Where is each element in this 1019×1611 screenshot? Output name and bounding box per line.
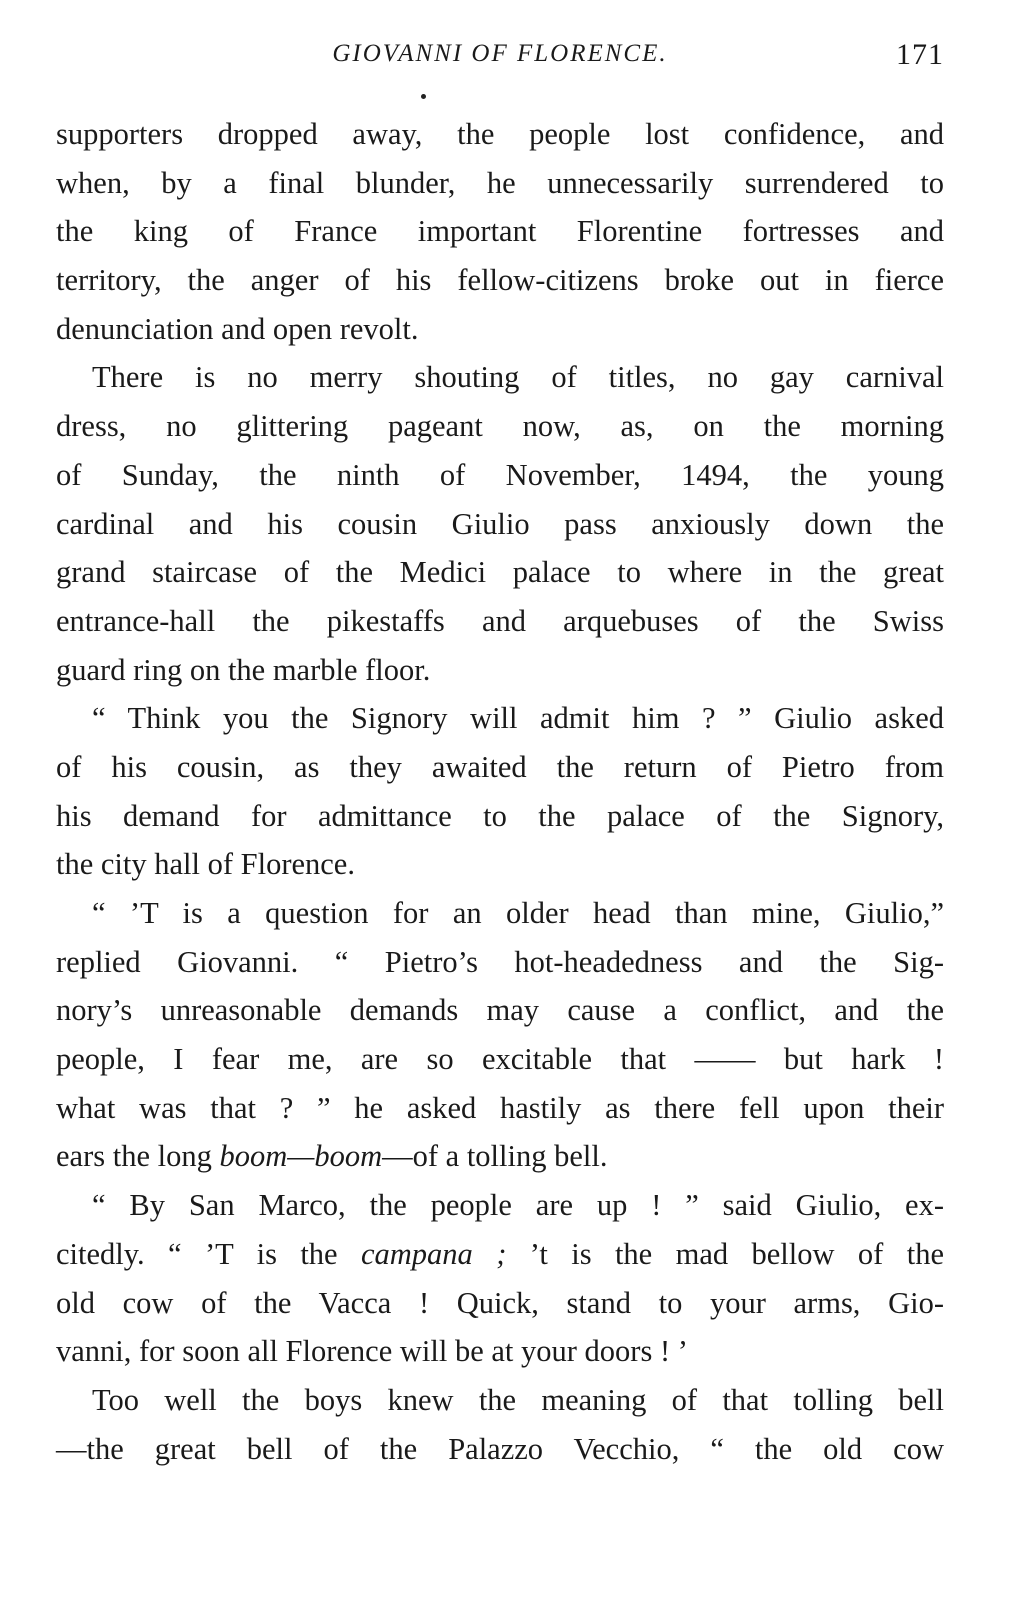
- italic-text: boom—boom: [219, 1139, 383, 1174]
- text-line: cardinal and his cousin Giulio pass anxiously down the: [56, 506, 944, 541]
- print-speck: [421, 94, 426, 99]
- text-line: when, by a final blunder, he unnecessarily surrendered to: [56, 165, 944, 200]
- text-line: [56, 1132, 944, 1181]
- text-line: the city hall of Florence.: [56, 847, 355, 882]
- text-line: people, I fear me, are so excitable that —— but hark !: [56, 1042, 944, 1077]
- text-line: what was that ? ” he asked hastily as there fell upon their: [56, 1090, 944, 1125]
- text-line: “ Think you the Signory will admit him ? ” Giulio asked: [92, 701, 944, 736]
- text-line: “ By San Marco, the people are up ! ” said Giulio, ex-: [92, 1188, 944, 1223]
- text-segment: citedly. “ ’T is the: [56, 1236, 361, 1271]
- text-line: of Sunday, the ninth of November, 1494, the young: [56, 457, 944, 492]
- text-line: vanni, for soon all Florence will be at your doors ! ’: [56, 1334, 688, 1369]
- text-line: supporters dropped away, the people lost confidence, and: [56, 117, 944, 151]
- text-line: “ ’T is a question for an older head than mine, Giulio,”: [92, 896, 944, 930]
- text-line: nory’s unreasonable demands may cause a conflict, and the: [56, 993, 944, 1028]
- text-line: entrance-hall the pikestaffs and arquebuses of the Swiss: [56, 603, 944, 638]
- text-line: Too well the boys knew the meaning of that tolling bell: [92, 1382, 944, 1417]
- text-line: old cow of the Vacca ! Quick, stand to your arms, Gio-: [56, 1285, 944, 1320]
- italic-text: campana ;: [360, 1236, 507, 1271]
- running-head: [56, 38, 944, 78]
- page-number: 171: [896, 38, 944, 71]
- text-line: territory, the anger of his fellow-citizens broke out in fierce: [56, 263, 944, 298]
- body-text: [56, 110, 944, 1473]
- text-line: his demand for admittance to the palace of the Signory,: [56, 798, 944, 833]
- text-line: [56, 1230, 944, 1279]
- text-line: guard ring on the marble floor.: [56, 652, 431, 687]
- text-line: —the great bell of the Palazzo Vecchio, “ the old cow: [56, 1431, 944, 1466]
- text-line: There is no merry shouting of titles, no gay carnival: [92, 360, 944, 395]
- text-segment: —of a tolling bell.: [382, 1139, 608, 1174]
- text-line: the king of France important Florentine fortresses and: [56, 214, 944, 249]
- text-line: dress, no glittering pageant now, as, on the morning: [56, 409, 944, 444]
- running-title: GIOVANNI OF FLORENCE.: [332, 40, 668, 67]
- text-segment: ’t is the mad bellow of the: [506, 1236, 944, 1271]
- text-line: grand staircase of the Medici palace to where in the great: [56, 555, 944, 590]
- text-line: denunciation and open revolt.: [56, 311, 419, 346]
- text-line: of his cousin, as they awaited the return of Pietro from: [56, 749, 944, 784]
- text-segment: ears the long: [56, 1139, 220, 1174]
- text-line: replied Giovanni. “ Pietro’s hot-headedness and the Sig-: [56, 944, 944, 979]
